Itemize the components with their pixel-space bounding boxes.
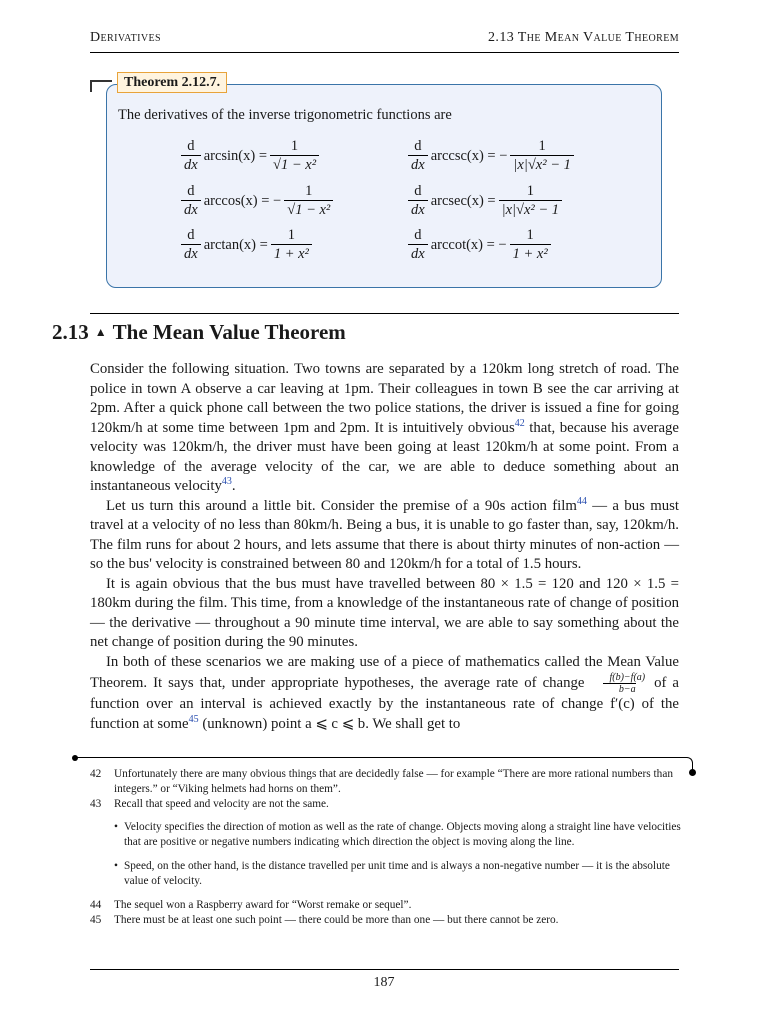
theorem-label: Theorem 2.12.7.: [117, 72, 227, 93]
running-head: [90, 30, 679, 46]
formula-arcsec: $\frac{d}{dx}$ arcsec(x) = $\frac{1}{\text{|x|√x² − 1}}$: [405, 183, 565, 219]
section-rule: [90, 313, 679, 314]
formula-arccot: $\frac{d}{dx}$ arccot(x) = − $\frac{1}{\text{1 + x²}}$: [405, 227, 554, 263]
footnote-ref-42[interactable]: 42: [514, 417, 525, 429]
footnote-ref-45[interactable]: 45: [188, 713, 199, 725]
section-title: The Mean Value Theorem: [112, 320, 346, 344]
formula-arccsc: $\frac{d}{dx}$ arccsc(x) = − $\frac{1}{\text{|x|√x² − 1}}$: [405, 138, 577, 174]
list-item: • Speed, on the other hand, is the distance travelled per unit time and is always a non-negative number — it is the absolute value of velocity.: [114, 859, 682, 889]
theorem-tab-line: [90, 80, 112, 82]
footnote-43: 43 Recall that speed and velocity are not the same.: [90, 798, 329, 810]
inline-fraction: $\frac{f(b)-f(a)}{b-a}$: [593, 672, 645, 695]
footnote-rule: [76, 757, 686, 758]
footnote-ref-43[interactable]: 43: [221, 476, 232, 488]
running-head-right: 2.13 The Mean Value Theorem: [488, 30, 679, 45]
theorem-intro: The derivatives of the inverse trigonometric functions are: [118, 107, 452, 123]
footnote-rule-dot-left: [72, 755, 78, 761]
paragraph-4: In both of these scenarios we are making use of a piece of mathematics called the Mean Value Theorem. It says that, under appropriate hypotheses, the average rate of change $\frac{f(b)-f(a)}{b-a}$ of a function over an interval is achieved exactly by the instantaneous rate of change f′(c) of the function at some$^{45}$ (unknown) point a ⩽ c ⩽ b. We shall get to: [90, 653, 679, 732]
paragraph-3: It is again obvious that the bus must have travelled between 80 × 1.5 = 120 and 120 × 1.5 = 180km during the film. This time, from a knowledge of the instantaneous rate of change of position — the derivative — throughout a 90 minute time interval, we are able to say something about the net change of position during the 90 minutes.: [90, 575, 680, 650]
section-heading: [52, 320, 346, 345]
bottom-rule: [90, 969, 679, 970]
theorem-tab-line-vertical: [90, 80, 92, 92]
footnote-45: 45 There must be at least one such point — there could be more than one — but there cannot be zero.: [90, 914, 559, 926]
formula-arcsin: $\frac{d}{dx}$ arcsin(x) = $\frac{1}{\text{√1 − x²}}$: [178, 138, 322, 174]
footnote-43-bullets: [114, 820, 682, 889]
footnote-rule-dot-right: [689, 769, 696, 776]
body-text: [90, 360, 679, 734]
header-rule: [90, 52, 679, 53]
section-number: 2.13: [52, 320, 89, 344]
running-head-left: Derivatives: [90, 30, 161, 45]
footnote-44: 44 The sequel won a Raspberry award for “Worst remake or sequel”.: [90, 899, 412, 911]
footnote-ref-44[interactable]: 44: [576, 495, 587, 507]
page-number: 187: [373, 975, 395, 990]
list-item: • Velocity specifies the direction of motion as well as the rate of change. Objects moving along a straight line have velocities that are positive or negative numbers indicating which direction the object is moving along the line.: [114, 820, 682, 850]
formula-arccos: $\frac{d}{dx}$ arccos(x) = − $\frac{1}{\text{√1 − x²}}$: [178, 183, 336, 219]
paragraph-2: Let us turn this around a little bit. Consider the premise of a 90s action film$^{44}$ — a bus must travel at a velocity of no less than 80km/h. Being a bus, it is unable to go faster than, say, 120km/h. The film runs for about 2 hours, and lets assume that there is about thirty minutes of non-action — so the bus' velocity is constrained between 80 and 120km/h for a total of 1.5 hours.: [90, 495, 679, 572]
footnotes: [90, 767, 682, 928]
paragraph-1: Consider the following situation. Two towns are separated by a 120km long stretch of road. The police in town A observe a car leaving at 1pm. Their colleagues in town B see the car arriving at 2pm. After a quick phone call between the two police stations, the driver is issued a fine for going 120km/h at some time between 1pm and 2pm. It is intuitively obvious$^{42}$ that, because his average velocity was 120km/h, the driver must have been going at least 120km/h at some point. From a knowledge of the average velocity of the car, we are able to deduce something about an instantaneous velocity$^{43}$.: [90, 361, 679, 494]
section-marker-icon: ▲: [94, 325, 107, 339]
formula-arctan: $\frac{d}{dx}$ arctan(x) = $\frac{1}{\text{1 + x²}}$: [178, 227, 315, 263]
footnote-42: 42 Unfortunately there are many obvious things that are decidedly false — for example “There are more rational numbers than integers.” or “Viking helmets had horns on them”.: [90, 768, 673, 795]
